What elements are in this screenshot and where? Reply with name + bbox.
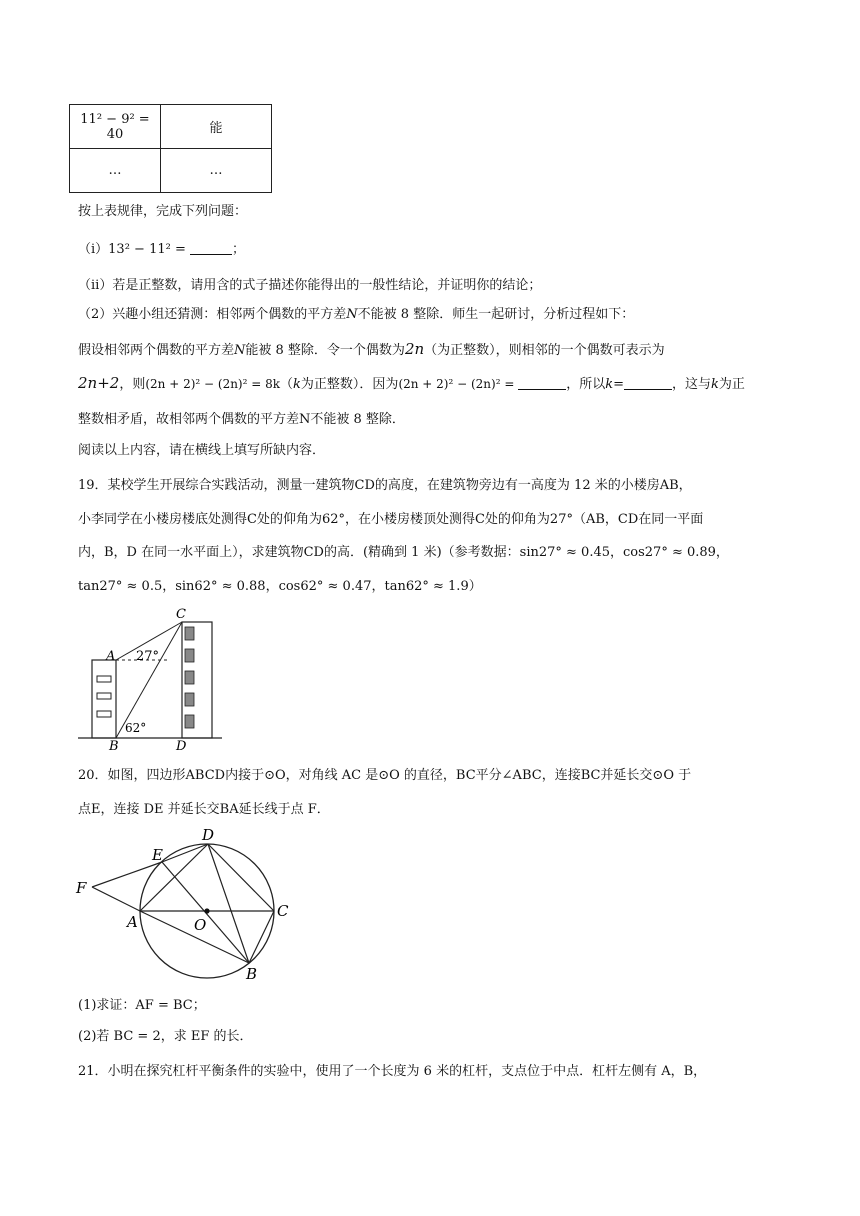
center-point-o bbox=[204, 908, 209, 913]
var-k: k= bbox=[605, 377, 624, 392]
var-k: k bbox=[711, 377, 719, 392]
text-span: 假设相邻两个偶数的平方差 bbox=[78, 343, 235, 358]
equation: (2n + 2)² − (2n)² = 8k bbox=[145, 377, 281, 391]
label-angle-62: 62° bbox=[125, 721, 147, 735]
question-19: tan27° ≈ 0.5，sin62° ≈ 0.88，cos62° ≈ 0.47，tan62° ≈ 1.9） bbox=[78, 579, 482, 594]
window bbox=[185, 671, 194, 684]
answer-blank[interactable] bbox=[190, 240, 232, 255]
expr-2n-plus-2: 2n+2 bbox=[78, 374, 120, 392]
table-row bbox=[70, 105, 272, 149]
window bbox=[97, 693, 111, 699]
text-span: ，则 bbox=[119, 377, 146, 392]
text-line bbox=[78, 373, 745, 395]
question-19: 小李同学在小楼房楼底处测得C处的仰角为62°，在小楼房楼顶处测得C处的仰角为27°（AB，CD在同一平面 bbox=[78, 512, 704, 527]
var-n: N bbox=[234, 343, 246, 358]
question-i bbox=[78, 240, 245, 260]
label-o: O bbox=[194, 916, 207, 934]
label-d: D bbox=[176, 739, 187, 754]
label-b: B bbox=[109, 739, 119, 754]
line-cb bbox=[249, 911, 274, 963]
window bbox=[185, 649, 194, 662]
question-19: 内，B，D 在同一水平面上），求建筑物CD的高．(精确到 1 米)（参考数据：sin27° ≈ 0.45，cos27° ≈ 0.89， bbox=[78, 545, 729, 560]
window bbox=[97, 711, 111, 717]
question-21: 21．小明在探究杠杆平衡条件的实验中，使用了一个长度为 6 米的杠杆，支点位于中点．杠杆左侧有 A，B， bbox=[78, 1064, 707, 1079]
table-cell-result: … bbox=[161, 149, 272, 193]
expr-2n: 2n bbox=[404, 340, 425, 358]
text-span: 为正整数）．因为 bbox=[300, 377, 399, 392]
line-fa bbox=[92, 887, 140, 911]
text-span: 为正 bbox=[718, 377, 745, 392]
question-20: 20．如图，四边形ABCD内接于⊙O，对角线 AC 是⊙O 的直径，BC平分∠ABC，连接BC并延长交⊙O 于 bbox=[78, 768, 692, 783]
var-k: k bbox=[293, 377, 301, 392]
line-dc bbox=[208, 844, 274, 911]
text-span: （为正整数），则相邻的一个偶数可表示为 bbox=[424, 343, 665, 358]
question-i-expr: （ⅰ）13² − 11² = bbox=[78, 242, 190, 257]
question-ii: （ⅱ）若是正整数，请用含的式子描述你能得出的一般性结论，并证明你的结论； bbox=[78, 278, 542, 293]
label-angle-27: 27° bbox=[136, 649, 160, 664]
text-line bbox=[78, 339, 665, 361]
window bbox=[185, 693, 194, 706]
text-span: 不能被 8 整除．师生一起研讨，分析过程如下： bbox=[357, 307, 635, 322]
rule-table bbox=[69, 104, 272, 193]
label-b: B bbox=[246, 965, 258, 982]
figure-20 bbox=[74, 826, 304, 982]
text-line: 阅读以上内容，请在横线上填写所缺内容． bbox=[78, 443, 326, 458]
label-c: C bbox=[176, 607, 186, 622]
text-line: 整数相矛盾，故相邻两个偶数的平方差N不能被 8 整除． bbox=[78, 412, 405, 427]
text-span: ，这与 bbox=[672, 377, 712, 392]
label-a: A bbox=[127, 913, 138, 931]
label-c: C bbox=[277, 902, 289, 920]
line-db bbox=[208, 844, 249, 963]
question-20: 点E，连接 DE 并延长交BA延长线于点 F． bbox=[78, 802, 330, 817]
table-row bbox=[70, 149, 272, 193]
label-a: A bbox=[106, 649, 116, 664]
label-f: F bbox=[76, 879, 87, 897]
line-ad bbox=[140, 844, 208, 911]
text-span: 能被 8 整除．令一个偶数为 bbox=[245, 343, 405, 358]
table-cell-expr: 11² − 9² = 40 bbox=[70, 105, 161, 149]
label-d: D bbox=[202, 826, 215, 844]
question-19: 19．某校学生开展综合实践活动，测量一建筑物CD的高度，在建筑物旁边有一高度为 12 米的小楼房AB， bbox=[78, 478, 692, 493]
text-line bbox=[78, 305, 634, 325]
line-ed bbox=[162, 844, 208, 862]
text-span: ，所以 bbox=[566, 377, 606, 392]
text-span: （ bbox=[280, 377, 294, 392]
var-n: N bbox=[346, 307, 358, 322]
table-cell-expr: … bbox=[70, 149, 161, 193]
punct: ； bbox=[231, 242, 245, 257]
text-span: （2）兴趣小组还猜测：相邻两个偶数的平方差 bbox=[78, 307, 347, 322]
question-20-part-2: (2)若 BC = 2，求 EF 的长． bbox=[78, 1029, 253, 1044]
figure-19 bbox=[74, 604, 234, 754]
table-cell-result: 能 bbox=[161, 105, 272, 149]
label-e: E bbox=[152, 846, 163, 864]
window bbox=[185, 715, 194, 728]
text-line: 按上表规律，完成下列问题： bbox=[78, 204, 248, 219]
answer-blank[interactable] bbox=[518, 375, 566, 390]
answer-blank[interactable] bbox=[624, 375, 672, 390]
equation: (2n + 2)² − (2n)² = bbox=[398, 377, 519, 391]
window bbox=[185, 627, 194, 640]
question-20-part-1: (1)求证：AF = BC； bbox=[78, 998, 206, 1013]
window bbox=[97, 676, 111, 682]
